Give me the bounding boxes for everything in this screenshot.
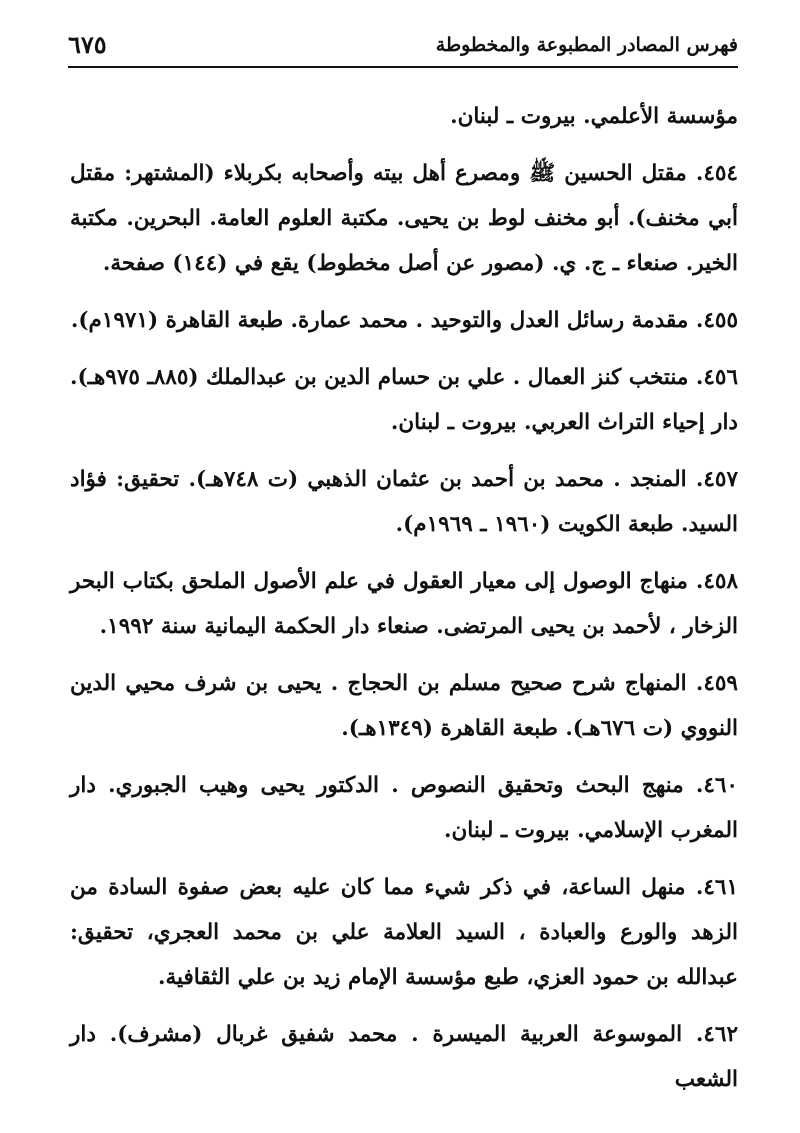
bibliography-entry: [70, 661, 738, 751]
entry-title: منهج البحث وتحقيق النصوص: [410, 773, 684, 798]
bibliography-entry: [70, 1012, 738, 1102]
entry-number: ٤٦٠.: [695, 773, 738, 798]
entry-number: ٤٥٤.: [695, 161, 738, 186]
entry-details: . محمد شفيق غربال (مشرف). دار الشعب: [70, 1022, 738, 1092]
entry-details: ، لأحمد بن يحيى المرتضى. صنعاء دار الحكمة اليمانية سنة ١٩٩٢.: [99, 614, 676, 639]
bibliography-entry: [70, 355, 738, 445]
bibliography-entry: [70, 865, 738, 1000]
entry-number: ٤٥٨.: [695, 569, 738, 594]
entry-title: منهاج الوصول إلى معيار العقول في علم الأصول الملحق بكتاب البحر الزخار: [70, 569, 738, 639]
entry-number: ٤٥٦.: [695, 365, 738, 390]
entry-title: مقدمة رسائل العدل والتوحيد: [430, 308, 689, 333]
entry-number: ٤٦١.: [695, 875, 738, 900]
entry-details: . محمد عمارة. طبعة القاهرة (١٩٧١م).: [70, 308, 424, 333]
bibliography-entry: [70, 298, 738, 343]
running-title: فهرس المصادر المطبوعة والمخطوطة: [435, 34, 738, 56]
entry-title: الموسوعة العربية الميسرة: [432, 1022, 683, 1047]
entry-title: منهل الساعة، في ذكر شيء مما كان عليه بعض صفوة السادة من الزهد والورع والعبادة: [70, 875, 738, 945]
entry-details: . يحيى بن شرف محيي الدين النووي (ت ٦٧٦هـ). طبعة القاهرة (١٣٤٩هـ).: [70, 671, 738, 741]
page-header: [68, 28, 738, 72]
entry-number: ٤٥٩.: [695, 671, 738, 696]
entry-details: ﷺ ومصرع أهل بيته وأصحابه بكربلاء (المشتهر: مقتل أبي مخنف). أبو مخنف لوط بن يحيى. مكتبة العلوم العامة. البحرين. مكتبة الخير. صنعاء ـ ج. ي. (مصور عن أصل مخطوط) يقع في (١٤٤) صفحة.: [70, 161, 738, 276]
entry-details: مؤسسة الأعلمي. بيروت ـ لبنان.: [450, 104, 738, 129]
bibliography-entry: [70, 559, 738, 649]
bibliography-entry: [70, 151, 738, 286]
header-rule: [68, 66, 738, 68]
entry-title: المنهاج شرح صحيح مسلم بن الحجاج: [347, 671, 687, 696]
entry-title: المنجد: [629, 467, 687, 492]
bibliography-entry: [70, 94, 738, 139]
entry-details: ، السيد العلامة علي بن محمد العجري، تحقيق: عبدالله بن حمود العزي، طبع مؤسسة الإمام زيد بن علي الثقافية.: [70, 920, 738, 990]
entry-details: . الدكتور يحيى وهيب الجبوري. دار المغرب الإسلامي. بيروت ـ لبنان.: [70, 773, 738, 843]
entry-title: مقتل الحسين: [564, 161, 687, 186]
entry-number: ٤٥٧.: [695, 467, 738, 492]
bibliography-list: [70, 94, 738, 1114]
entry-details: . محمد بن أحمد بن عثمان الذهبي (ت ٧٤٨هـ). تحقيق: فؤاد السيد. طبعة الكويت (١٩٦٠ ـ ١٩٦٩م).: [70, 467, 738, 537]
entry-title: منتخب كنز العمال: [527, 365, 689, 390]
page-number: ٦٧٥: [68, 30, 107, 59]
entry-details: . علي بن حسام الدين بن عبدالملك (٨٨٥ـ ٩٧٥هـ). دار إحياء التراث العربي. بيروت ـ لبنان.: [69, 365, 738, 435]
entry-number: ٤٥٥.: [695, 308, 738, 333]
bibliography-entry: [70, 457, 738, 547]
entry-number: ٤٦٢.: [695, 1022, 738, 1047]
bibliography-entry: [70, 763, 738, 853]
